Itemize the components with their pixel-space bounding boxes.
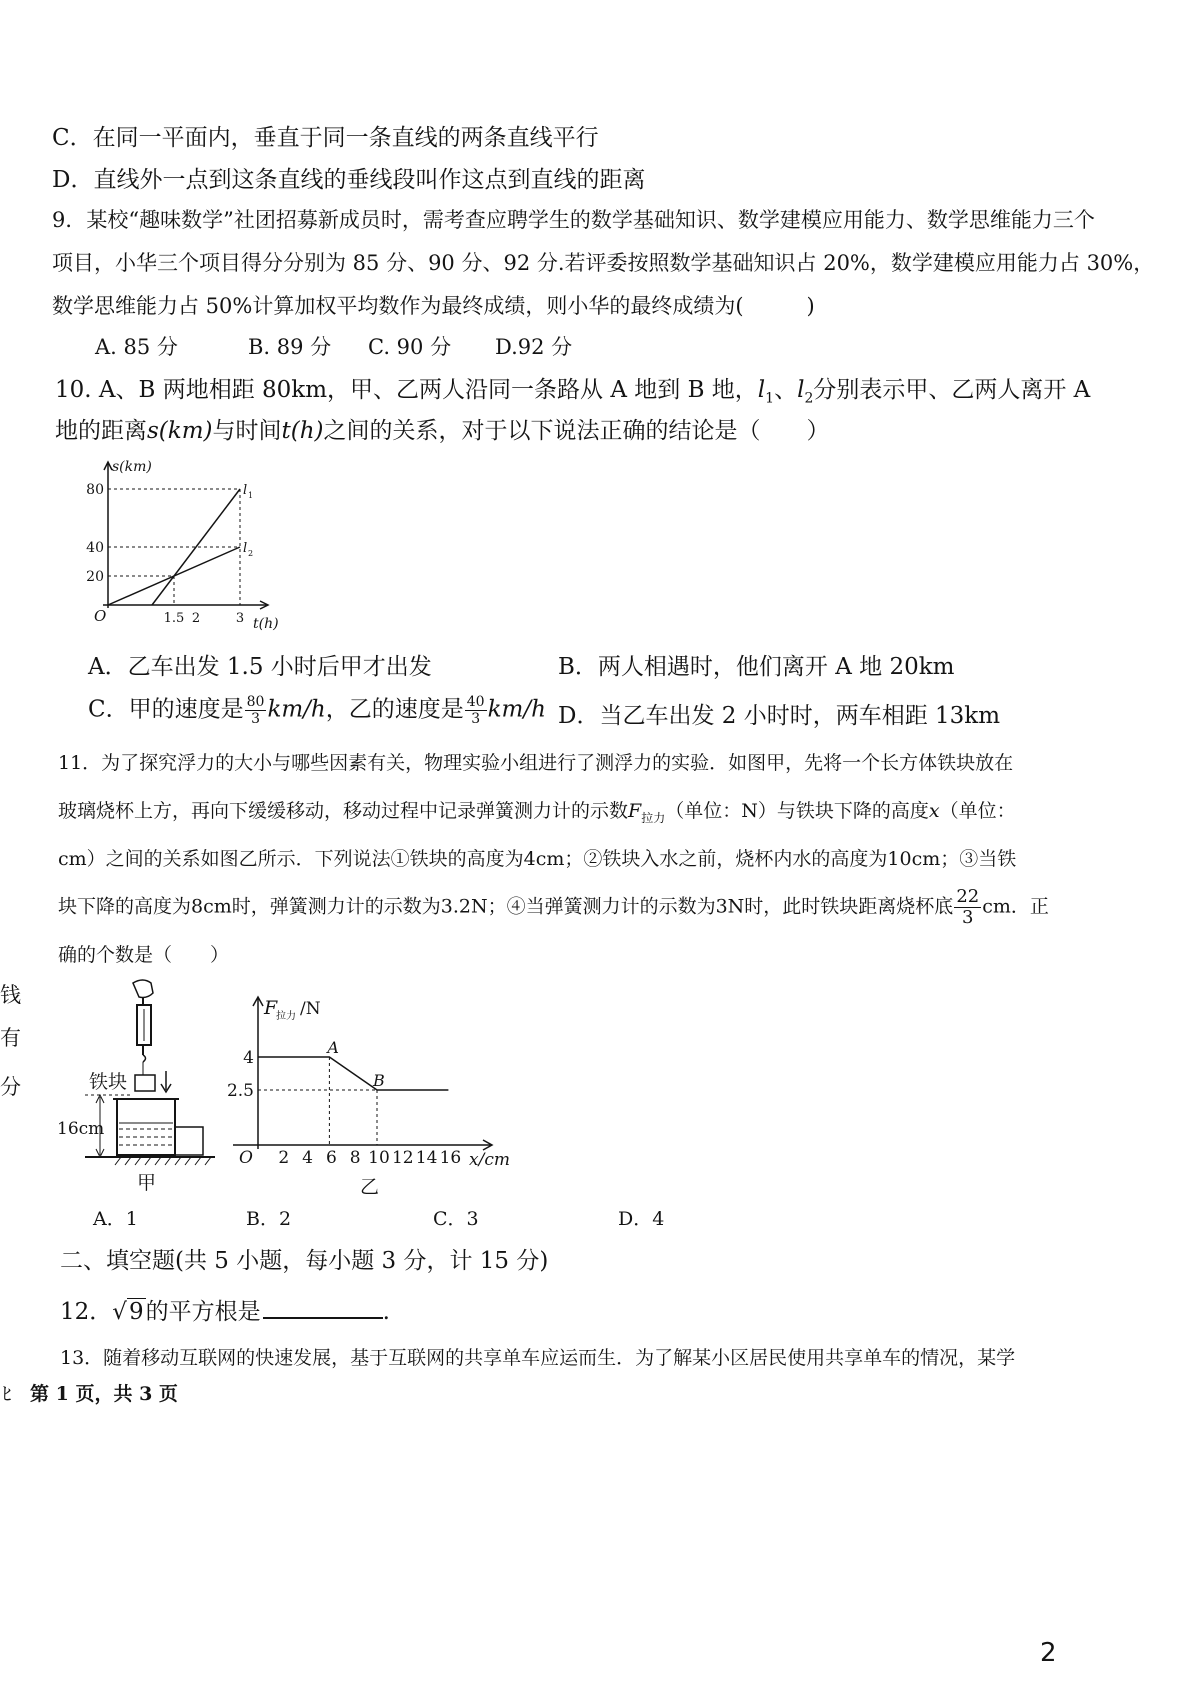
- q11-line-4: 块下降的高度为8cm时，弹簧测力计的示数为3.2N；④当弹簧测力计的示数为3N时，此时铁块距离烧杯底 $\frac{22}{3}$ cm．正: [58, 886, 1049, 928]
- y-axis-label-F: F: [264, 997, 278, 1019]
- y-tick-label: 2.5: [226, 1081, 254, 1101]
- page-corner-number: 2: [1040, 1638, 1057, 1668]
- q11-option-a: A．1: [93, 1208, 138, 1230]
- q9-option-d: D.92 分: [495, 335, 573, 359]
- x-axis-label: x/cm: [469, 1150, 510, 1170]
- page-footer: 第 1 页，共 3 页: [30, 1383, 178, 1405]
- q10-option-d: D．当乙车出发 2 小时时，两车相距 13km: [558, 703, 1001, 729]
- x-tick-label: 2: [191, 611, 201, 626]
- q8-option-c: C．在同一平面内，垂直于同一条直线的两条直线平行: [52, 125, 599, 151]
- q10-option-b: B．两人相遇时，他们离开 A 地 20km: [558, 654, 955, 680]
- q9-option-c: C. 90 分: [368, 335, 452, 359]
- y-tick-label: 20: [86, 569, 104, 585]
- x-tick-label: 14: [415, 1148, 438, 1168]
- section-2-heading: 二、填空题(共 5 小题，每小题 3 分，计 15 分): [60, 1248, 549, 1274]
- figure-jia-caption: 甲: [137, 1172, 157, 1194]
- x-axis-label: t(h): [253, 616, 279, 632]
- q9-option-b: B. 89 分: [248, 335, 332, 359]
- q11-line-5: 确的个数是（ ）: [58, 944, 230, 966]
- q12-answer-blank[interactable]: [263, 1299, 383, 1319]
- footer-mark: ﾋ: [2, 1383, 12, 1405]
- q9-option-a: A. 85 分: [95, 335, 178, 359]
- iron-block-label: 铁块: [89, 1071, 128, 1093]
- origin-label: O: [94, 607, 107, 625]
- q8-option-d: D．直线外一点到这条直线的垂线段叫作这点到直线的距离: [52, 167, 646, 193]
- force-series-line: [258, 1057, 448, 1090]
- y-axis-label-sub: 拉力: [276, 1011, 296, 1022]
- q11-option-d: D．4: [618, 1208, 665, 1230]
- x-tick-label: 10: [368, 1148, 390, 1168]
- q10-line-1: 10. A、B 两地相距 80km，甲、乙两人沿同一条路从 A 地到 B 地，$l_1$、$l_2$分别表示甲、乙两人离开 A: [55, 377, 1091, 407]
- q11-force-displacement-chart: [225, 990, 525, 1200]
- x-tick-label: 4: [302, 1148, 314, 1168]
- iron-block: [135, 1075, 155, 1091]
- margin-char-2: 有: [0, 1026, 21, 1050]
- series-l1-label: l: [243, 483, 248, 498]
- x-tick-label: 8: [349, 1148, 361, 1168]
- margin-char-3: 分: [0, 1075, 21, 1099]
- q11-line-3: cm）之间的关系如图乙所示．下列说法①铁块的高度为4cm；②铁块入水之前，烧杯内水的高度为10cm；③当铁: [58, 848, 1017, 870]
- margin-char-1: 钱: [0, 983, 21, 1007]
- beaker-height-label: 16cm: [57, 1119, 105, 1139]
- x-tick-label: 3: [235, 611, 245, 626]
- figure-yi-caption: 乙: [360, 1176, 380, 1198]
- fraction-40-3: $\frac{40}{3}$: [466, 694, 485, 727]
- point-b-label: B: [373, 1071, 385, 1090]
- series-l1-subscript: 1: [248, 491, 254, 500]
- series-l1-line: [152, 489, 240, 605]
- beaker: [117, 1099, 175, 1155]
- series-l2-subscript: 2: [248, 549, 254, 558]
- y-axis-label-unit: /N: [300, 999, 321, 1019]
- series-l2-label: l: [243, 541, 248, 556]
- figure-jia-beaker: [55, 975, 225, 1195]
- q9-line-2: 项目，小华三个项目得分分别为 85 分、90 分、92 分.若评委按照数学基础知识占 20%，数学建模应用能力占 30%，: [52, 251, 1155, 275]
- x-tick-label: 1.5: [163, 611, 185, 626]
- origin-label: O: [239, 1148, 253, 1168]
- q9-line-3: 数学思维能力占 50%计算加权平均数作为最终成绩，则小华的最终成绩为( ): [52, 294, 815, 318]
- q11-line-1: 11．为了探究浮力的大小与哪些因素有关，物理实验小组进行了测浮力的实验．如图甲，先将一个长方体铁块放在: [58, 752, 1014, 774]
- fraction-80-3: $\frac{80}{3}$: [246, 694, 265, 727]
- q10-line-2: 地的距离s(km)与时间t(h)之间的关系，对于以下说法正确的结论是（ ）: [55, 418, 830, 444]
- x-tick-label: 6: [325, 1148, 337, 1168]
- x-tick-label: 16: [439, 1148, 462, 1168]
- q12-line: 12．√9的平方根是 .: [60, 1299, 390, 1325]
- y-tick-label: 4: [243, 1048, 254, 1068]
- y-tick-label: 40: [86, 540, 104, 556]
- q9-line-1: 9．某校“趣味数学”社团招募新成员时，需考查应聘学生的数学基础知识、数学建模应用能力、数学思维能力三个: [52, 208, 1095, 232]
- q13-line: 13．随着移动互联网的快速发展，基于互联网的共享单车应运而生．为了解某小区居民使用共享单车的情况，某学: [60, 1347, 1016, 1369]
- sqrt-9: √9: [112, 1299, 144, 1325]
- x-tick-label: 2: [278, 1148, 290, 1168]
- hand-icon: [133, 980, 153, 998]
- q11-line-2: 玻璃烧杯上方，再向下缓缓移动，移动过程中记录弹簧测力计的示数$F_{拉力}$（单位：N）与铁块下降的高度x（单位：: [58, 800, 1016, 825]
- fraction-22-3: $\frac{22}{3}$: [956, 886, 980, 928]
- q10-option-a: A．乙车出发 1.5 小时后甲才出发: [88, 654, 432, 680]
- y-tick-label: 80: [86, 482, 104, 498]
- y-axis-label: s(km): [112, 459, 152, 475]
- q10-option-c: C．甲的速度是 $\frac{80}{3}$ km/h，乙的速度是 $\frac{40}{3}$ km/h: [88, 694, 546, 727]
- q11-option-b: B．2: [246, 1208, 292, 1230]
- point-a-label: A: [327, 1038, 339, 1057]
- x-tick-label: 12: [391, 1148, 414, 1168]
- q10-distance-time-chart: [75, 455, 305, 640]
- q11-option-c: C．3: [433, 1208, 479, 1230]
